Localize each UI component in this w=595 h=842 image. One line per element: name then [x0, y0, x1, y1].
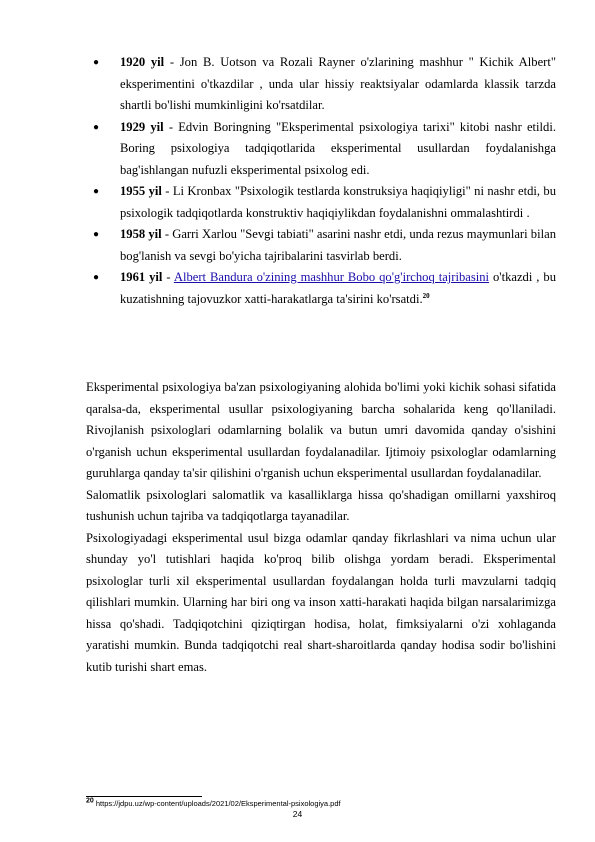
- timeline-year: 1961 yil: [120, 270, 163, 284]
- bullet-icon: ●: [93, 272, 100, 283]
- timeline-item-1955: [93, 181, 556, 224]
- timeline-text: o'tkazdi , bu kuzatishning tajovuzkor xatti-harakatlarga ta'sirini ko'rsatdi.: [120, 270, 556, 306]
- paragraph-experimental-method: Psixologiyadagi eksperimental usul bizga odamlar qanday fikrlashlari va nima uchun ular shunday yo'l tutishlari haqida ko'proq bilib olishga yordam beradi. Eksperimental psixologlar turli xil eksperimental usullardan foydalangan holda turli mavzularni tadqiq qilishlari mumkin. Ularning har biri ong va inson xatti-harakati haqida bilgan narsalarimizga hissa qo'shadi. Tadqiqotchini qiziqtirgan hodisa, holat, fimksiyalarni o'zi xohlaganda yaratishi mumkin. Bunda tadqiqotchi real shart-sharoitlarda qanday hodisa sodir bo'lishini kutib turishi shart emas.: [86, 530, 556, 674]
- timeline-text: - Jon B. Uotson va Rozali Rayner o'zlarining mashhur " Kichik Albert" eksperimentini o'tkazdilar , unda ular hissiy reaktsiyalar odamlarda klassik tarzda shartli bo'lishi mumkinligini ko'rsatdilar.: [120, 55, 556, 112]
- paragraph-health-psychologists: Salomatlik psixologlari salomatlik va kasalliklarga hissa qo'shadigan omillarni yaxshiroq tushunish uchun tajriba va tadqiqotlarga tayanadilar.: [86, 487, 556, 523]
- footnote-url[interactable]: https://jdpu.uz/wp-content/uploads/2021/02/Eksperimental-psixologiya.pdf: [93, 799, 341, 808]
- timeline-text: - Edvin Boringning "Eksperimental psixologiya tarixi" kitobi nashr etildi. Boring psixologiya tadqiqotlarida eksperimental usullardan foydalanishga bag'ishlangan nufuzli eksperimental psixolog edi.: [120, 119, 556, 177]
- bobo-doll-link[interactable]: Albert Bandura o'zining mashhur Bobo qo'g'irchoq tajribasini: [173, 270, 490, 284]
- timeline-year: 1929 yil: [120, 119, 164, 134]
- footnote-number: 20: [86, 797, 94, 805]
- bullet-icon: ●: [93, 229, 100, 240]
- timeline-item-1958: [93, 224, 556, 267]
- timeline-item-1920: [93, 52, 556, 117]
- page-number: 24: [292, 809, 303, 819]
- timeline-year: 1958 yil: [120, 227, 162, 241]
- timeline-text: - Garri Xarlou "Sevgi tabiati" asarini nashr etdi, unda rezus maymunlari bilan bog'lanish va sevgi bo'yicha tajribalarini tasvirlab berdi.: [120, 227, 556, 263]
- body-text: [86, 377, 556, 678]
- timeline-year: 1955 yil: [120, 184, 162, 198]
- bullet-icon: ●: [93, 186, 100, 197]
- timeline-item-1961: [93, 267, 556, 310]
- timeline-text: - Li Kronbax "Psixologik testlarda konstruksiya haqiqiyligi" ni nashr etdi, bu psixologik tadqiqotlarda konstruktiv haqiqiylikdan foydalanishni ommalashtirdi .: [120, 184, 556, 220]
- timeline-list: [93, 52, 556, 310]
- paragraph-experimental-usage: Eksperimental psixologiya ba'zan psixologiyaning alohida bo'limi yoki kichik sohasi sifatida qaralsa-da, eksperimental usullar psixologiyaning barcha sohalarida keng qo'llaniladi. Rivojlanish psixologlari odamlarning bolalik va butun umri davomida qanday o'sishini o'rganish uchun eksperimental usullardan foydalanadilar. Ijtimoiy psixologlar odamlarning guruhlarga qanday ta'sir qilishini o'rganish uchun eksperimental usullardan foydalanadilar.: [86, 380, 556, 480]
- timeline-year: 1920 yil: [120, 55, 165, 69]
- bullet-icon: ●: [93, 57, 100, 68]
- footnote-divider: [86, 796, 202, 797]
- footnote-ref: 20: [422, 291, 430, 300]
- footnote: [86, 799, 341, 809]
- bullet-icon: ●: [93, 121, 100, 133]
- timeline-separator: -: [162, 270, 174, 284]
- timeline-item-1929: [93, 117, 556, 182]
